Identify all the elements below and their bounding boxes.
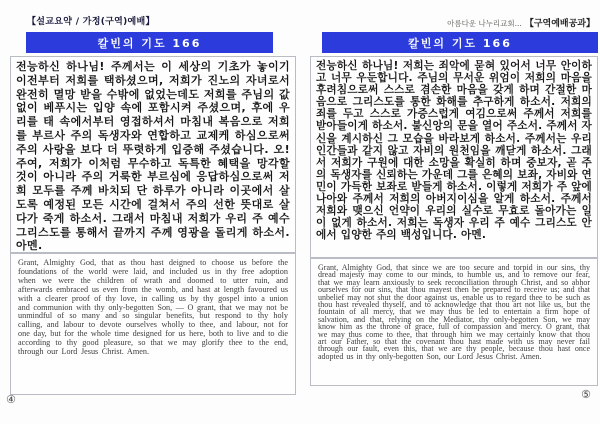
english-prayer-box-left <box>10 253 296 395</box>
church-name: 아름다운 나누리교회... <box>447 19 522 28</box>
korean-prayer-box-right <box>310 56 598 258</box>
english-prayer-text-right: Grant, Almighty God, that since we are too secure and torpid in our sins, thy dread majesty may come to our minds, to humble us, and to remove our fear, that we may learn anxiously to seek reconciliation through Christ, and so abhor ourselves for our sins, that thou mayest then be prepared to receive us; and that unbelief may not shut the door against us, enable us to regard thee to be such as thou hast revealed thyself, and to acknowledge that thou art not like us, but the fountain of all mercy, that we may thus be led to entertain a firm hope of salvation, and that, relying on the Mediator, thy only-begotten Son, we may know him as the throne of grace, full of compassion and mercy. O grant, that we may thus come to thee, that through him we may certainly know that thou art our Father, so that the covenant thou hast made with us may never fail through our fault, even this, that we are thy people, because thou hast once adopted us in thy only-begotten Son, our Lord Jesus Christ. Amen. <box>318 263 590 361</box>
running-head-left: 【설교요약 / 가정(구역)예배】 <box>27 17 155 27</box>
korean-prayer-box-left <box>10 56 296 253</box>
running-head-right-label: 【구역예배공과】 <box>524 19 595 29</box>
english-prayer-text-left: Grant, Almighty God, that as thou hast deigned to choose us before the foundations of the world were laid, and included us in thy free adoption when we were the children of wrath and doomed to utter ruin, and afterwards embraced us even from the womb, and hast at length favoured us with a clearer proof of thy love, in calling us by thy gospel into a union and communion with thy only-begotten Son, — O grant, that we may not be unmindful of so many and so singular benefits, but respond to thy holy calling, and labour to devote ourselves wholly to thee, and labour, not for one day, but for the whole time designed for us here, both to live and to die according to thy good pleasure, so that we may glorify thee to the end, through our Lord Jesus Christ. Amen. <box>18 258 288 357</box>
running-head-right <box>447 16 595 29</box>
english-prayer-box-right <box>310 258 598 386</box>
korean-prayer-text-left: 전능하신 하나님! 주께서는 이 세상의 기초가 놓이기 이전부터 저희를 택하셨으며, 저희가 진노의 자녀로서 완전히 멸망 받을 수밖에 없었는데도 저희를 주님의 값없이 베푸시는 입양 속에 포함시켜 주셨으며, 후에 우리를 태 속에서부터 영접하셔서 마침내 복음으로 저희를 부르사 주의 독생자와 연합하고 교제케 하심으로써 주의 사랑을 보다 더 뚜렷하게 입증해 주셨습니다. 오! 주여, 저희가 이처럼 무수하고 독특한 혜택을 망각할 것이 아니라 주의 거룩한 부르심에 응답하심으로써 저희 모두를 주께 바치되 단 하루가 아니라 이곳에서 살도록 예정된 모든 시간에 걸쳐서 주의 선한 뜻대로 살다가 죽게 하소서. 그래서 마침내 저희가 우리 주 예수 그리스도를 통해서 끝까지 주께 영광을 돌리게 하소서. 아멘. <box>16 60 290 253</box>
prayer-title-banner-right: 칼빈의 기도 166 <box>322 32 598 53</box>
prayer-title-banner-left: 칼빈의 기도 166 <box>26 32 273 53</box>
korean-prayer-text-right: 전능하신 하나님! 저희는 죄악에 묻혀 있어서 너무 안이하고 너무 우둔합니다. 주님의 무서운 위엄이 저희의 마음을 후려침으로써 스스로 겸손한 마음을 갖게 하며 간절한 마음으로 그리스도를 통한 화해를 추구하게 하소서. 저희의 죄를 두고 스스로 가증스럽게 여김으로써 주께서 저희를 받아들이게 하소서. 불신앙의 문을 열어 주소서. 주께서 자신을 계시하신 그 모습을 바라보게 하소서. 주께서는 우리 인간들과 같지 않고 자비의 원천임을 깨닫게 하소서. 그래서 저희가 구원에 대한 소망을 확실히 하며 중보자, 곧 주의 독생자를 신뢰하는 가운데 그를 은혜의 보좌, 자비와 연민이 가득한 보좌로 받들게 하소서. 이렇게 저희가 주 앞에 나아와 주께서 저희의 아버지이심을 알게 하소서. 주께서 저희와 맺으신 언약이 우리의 실수로 무효로 돌아가는 일이 없게 하소서. 저희는 독생자 우리 주 예수 그리스도 안에서 입양한 주의 백성입니다. 아멘. <box>316 60 592 242</box>
page-number-left: ④ <box>6 393 16 406</box>
page-number-right: ⑤ <box>581 388 591 401</box>
